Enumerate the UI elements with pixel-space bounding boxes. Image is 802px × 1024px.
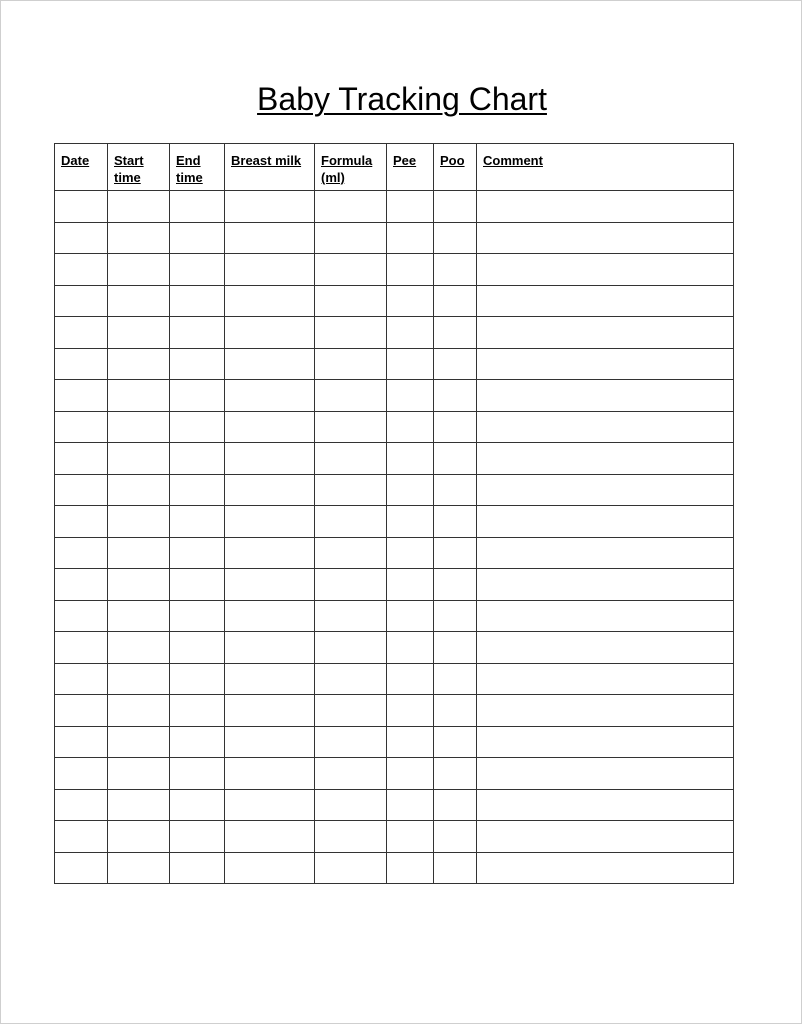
table-cell-breast-milk	[225, 695, 315, 727]
table-cell-formula-ml	[315, 411, 387, 443]
table-cell-end-time	[170, 600, 225, 632]
column-header-poo: Poo	[434, 144, 477, 191]
table-cell-pee	[387, 317, 434, 349]
table-cell-poo	[434, 758, 477, 790]
table-row	[55, 506, 734, 538]
table-cell-end-time	[170, 285, 225, 317]
table-cell-date	[55, 222, 108, 254]
table-cell-breast-milk	[225, 852, 315, 884]
table-cell-breast-milk	[225, 254, 315, 286]
table-cell-start-time	[108, 285, 170, 317]
table-cell-formula-ml	[315, 663, 387, 695]
table-cell-end-time	[170, 537, 225, 569]
table-cell-poo	[434, 191, 477, 223]
table-cell-formula-ml	[315, 569, 387, 601]
table-cell-formula-ml	[315, 852, 387, 884]
table-cell-end-time	[170, 632, 225, 664]
table-cell-end-time	[170, 852, 225, 884]
table-cell-breast-milk	[225, 758, 315, 790]
table-cell-end-time	[170, 758, 225, 790]
table-cell-formula-ml	[315, 632, 387, 664]
table-cell-formula-ml	[315, 726, 387, 758]
table-row	[55, 537, 734, 569]
table-cell-date	[55, 506, 108, 538]
table-cell-start-time	[108, 254, 170, 286]
table-cell-date	[55, 348, 108, 380]
table-cell-end-time	[170, 191, 225, 223]
table-cell-date	[55, 789, 108, 821]
table-cell-poo	[434, 600, 477, 632]
column-header-pee: Pee	[387, 144, 434, 191]
table-cell-pee	[387, 411, 434, 443]
table-cell-breast-milk	[225, 506, 315, 538]
table-cell-start-time	[108, 569, 170, 601]
table-row	[55, 443, 734, 475]
table-cell-poo	[434, 285, 477, 317]
table-row	[55, 411, 734, 443]
table-header-row	[55, 144, 734, 191]
table-cell-pee	[387, 191, 434, 223]
table-cell-date	[55, 474, 108, 506]
table-row	[55, 663, 734, 695]
table-cell-start-time	[108, 474, 170, 506]
table-cell-pee	[387, 569, 434, 601]
table-cell-start-time	[108, 411, 170, 443]
table-cell-date	[55, 254, 108, 286]
table-cell-pee	[387, 632, 434, 664]
table-cell-date	[55, 380, 108, 412]
table-cell-date	[55, 191, 108, 223]
table-cell-breast-milk	[225, 411, 315, 443]
table-cell-poo	[434, 317, 477, 349]
table-cell-end-time	[170, 380, 225, 412]
table-cell-comment	[477, 285, 734, 317]
table-row	[55, 317, 734, 349]
table-cell-end-time	[170, 254, 225, 286]
table-cell-start-time	[108, 632, 170, 664]
table-cell-comment	[477, 758, 734, 790]
table-cell-date	[55, 663, 108, 695]
table-cell-poo	[434, 506, 477, 538]
table-row	[55, 569, 734, 601]
table-cell-breast-milk	[225, 537, 315, 569]
table-cell-date	[55, 569, 108, 601]
table-cell-end-time	[170, 317, 225, 349]
table-row	[55, 348, 734, 380]
table-cell-comment	[477, 254, 734, 286]
tracking-table	[54, 143, 734, 884]
table-cell-pee	[387, 348, 434, 380]
table-cell-breast-milk	[225, 632, 315, 664]
table-cell-start-time	[108, 443, 170, 475]
column-header-date: Date	[55, 144, 108, 191]
table-cell-end-time	[170, 443, 225, 475]
table-row	[55, 380, 734, 412]
table-cell-formula-ml	[315, 474, 387, 506]
table-cell-breast-milk	[225, 222, 315, 254]
table-cell-pee	[387, 789, 434, 821]
table-cell-start-time	[108, 789, 170, 821]
table-cell-formula-ml	[315, 600, 387, 632]
table-cell-comment	[477, 191, 734, 223]
column-header-start-time: Start time	[108, 144, 170, 191]
table-cell-poo	[434, 411, 477, 443]
table-cell-comment	[477, 821, 734, 853]
table-cell-formula-ml	[315, 380, 387, 412]
table-cell-start-time	[108, 600, 170, 632]
table-cell-comment	[477, 789, 734, 821]
table-cell-date	[55, 411, 108, 443]
table-row	[55, 789, 734, 821]
table-row	[55, 600, 734, 632]
table-cell-formula-ml	[315, 222, 387, 254]
table-cell-pee	[387, 758, 434, 790]
table-cell-poo	[434, 254, 477, 286]
table-cell-start-time	[108, 222, 170, 254]
table-cell-date	[55, 537, 108, 569]
table-cell-comment	[477, 474, 734, 506]
table-cell-formula-ml	[315, 758, 387, 790]
table-cell-start-time	[108, 537, 170, 569]
table-cell-pee	[387, 380, 434, 412]
table-cell-start-time	[108, 663, 170, 695]
table-cell-comment	[477, 411, 734, 443]
table-cell-comment	[477, 569, 734, 601]
table-cell-formula-ml	[315, 254, 387, 286]
table-cell-pee	[387, 537, 434, 569]
table-row	[55, 474, 734, 506]
table-cell-comment	[477, 506, 734, 538]
table-cell-end-time	[170, 789, 225, 821]
table-cell-pee	[387, 285, 434, 317]
table-cell-comment	[477, 317, 734, 349]
table-cell-comment	[477, 222, 734, 254]
table-cell-breast-milk	[225, 191, 315, 223]
table-cell-start-time	[108, 726, 170, 758]
table-cell-poo	[434, 569, 477, 601]
table-cell-start-time	[108, 380, 170, 412]
column-header-end-time: End time	[170, 144, 225, 191]
table-cell-pee	[387, 474, 434, 506]
table-cell-poo	[434, 537, 477, 569]
table-cell-pee	[387, 852, 434, 884]
table-cell-start-time	[108, 758, 170, 790]
table-cell-breast-milk	[225, 569, 315, 601]
table-cell-end-time	[170, 726, 225, 758]
table-cell-end-time	[170, 348, 225, 380]
table-row	[55, 222, 734, 254]
table-cell-formula-ml	[315, 348, 387, 380]
table-cell-poo	[434, 852, 477, 884]
table-row	[55, 758, 734, 790]
table-cell-formula-ml	[315, 695, 387, 727]
table-cell-end-time	[170, 821, 225, 853]
table-cell-comment	[477, 348, 734, 380]
table-cell-poo	[434, 380, 477, 412]
table-cell-date	[55, 821, 108, 853]
table-cell-pee	[387, 600, 434, 632]
table-cell-comment	[477, 726, 734, 758]
table-cell-date	[55, 758, 108, 790]
table-cell-poo	[434, 821, 477, 853]
table-cell-end-time	[170, 695, 225, 727]
table-cell-formula-ml	[315, 317, 387, 349]
table-cell-breast-milk	[225, 726, 315, 758]
table-cell-breast-milk	[225, 380, 315, 412]
table-cell-date	[55, 632, 108, 664]
table-cell-pee	[387, 663, 434, 695]
table-cell-formula-ml	[315, 191, 387, 223]
table-cell-breast-milk	[225, 474, 315, 506]
table-cell-breast-milk	[225, 789, 315, 821]
table-cell-comment	[477, 380, 734, 412]
table-cell-comment	[477, 537, 734, 569]
table-cell-poo	[434, 663, 477, 695]
table-cell-pee	[387, 506, 434, 538]
table-cell-pee	[387, 222, 434, 254]
table-cell-start-time	[108, 695, 170, 727]
table-cell-pee	[387, 821, 434, 853]
table-cell-start-time	[108, 348, 170, 380]
table-cell-comment	[477, 632, 734, 664]
table-cell-formula-ml	[315, 285, 387, 317]
table-cell-start-time	[108, 191, 170, 223]
table-cell-breast-milk	[225, 348, 315, 380]
table-row	[55, 632, 734, 664]
table-cell-start-time	[108, 506, 170, 538]
table-cell-comment	[477, 600, 734, 632]
table-cell-pee	[387, 726, 434, 758]
table-row	[55, 191, 734, 223]
table-cell-formula-ml	[315, 789, 387, 821]
table-cell-pee	[387, 254, 434, 286]
table-row	[55, 254, 734, 286]
table-cell-pee	[387, 443, 434, 475]
table-cell-start-time	[108, 317, 170, 349]
table-cell-formula-ml	[315, 443, 387, 475]
table-row	[55, 726, 734, 758]
table-cell-breast-milk	[225, 821, 315, 853]
table-cell-end-time	[170, 474, 225, 506]
table-cell-start-time	[108, 852, 170, 884]
table-cell-end-time	[170, 411, 225, 443]
page-title-text: Baby Tracking Chart	[257, 81, 547, 117]
table-row	[55, 695, 734, 727]
table-cell-end-time	[170, 569, 225, 601]
table-cell-breast-milk	[225, 663, 315, 695]
table-cell-comment	[477, 695, 734, 727]
table-cell-date	[55, 443, 108, 475]
table-row	[55, 821, 734, 853]
table-cell-pee	[387, 695, 434, 727]
table-cell-date	[55, 726, 108, 758]
table-cell-start-time	[108, 821, 170, 853]
table-cell-breast-milk	[225, 443, 315, 475]
table-cell-date	[55, 600, 108, 632]
table-cell-poo	[434, 789, 477, 821]
table-cell-poo	[434, 726, 477, 758]
table-cell-formula-ml	[315, 506, 387, 538]
table-cell-poo	[434, 632, 477, 664]
table-body	[55, 191, 734, 884]
column-header-formula: Formula (ml)	[315, 144, 387, 191]
table-cell-breast-milk	[225, 317, 315, 349]
table-row	[55, 852, 734, 884]
page-title	[1, 79, 802, 119]
table-cell-date	[55, 317, 108, 349]
table-cell-date	[55, 852, 108, 884]
table-cell-end-time	[170, 506, 225, 538]
table-cell-formula-ml	[315, 821, 387, 853]
table-cell-breast-milk	[225, 600, 315, 632]
table-cell-poo	[434, 695, 477, 727]
column-header-comment: Comment	[477, 144, 734, 191]
table-cell-end-time	[170, 663, 225, 695]
table-cell-comment	[477, 443, 734, 475]
table-cell-formula-ml	[315, 537, 387, 569]
table-cell-poo	[434, 443, 477, 475]
table-cell-comment	[477, 852, 734, 884]
table-cell-poo	[434, 222, 477, 254]
table-row	[55, 285, 734, 317]
table-cell-date	[55, 695, 108, 727]
table-cell-date	[55, 285, 108, 317]
table-cell-poo	[434, 348, 477, 380]
table-cell-comment	[477, 663, 734, 695]
table-cell-breast-milk	[225, 285, 315, 317]
column-header-breast-milk: Breast milk	[225, 144, 315, 191]
table-cell-poo	[434, 474, 477, 506]
table-cell-end-time	[170, 222, 225, 254]
